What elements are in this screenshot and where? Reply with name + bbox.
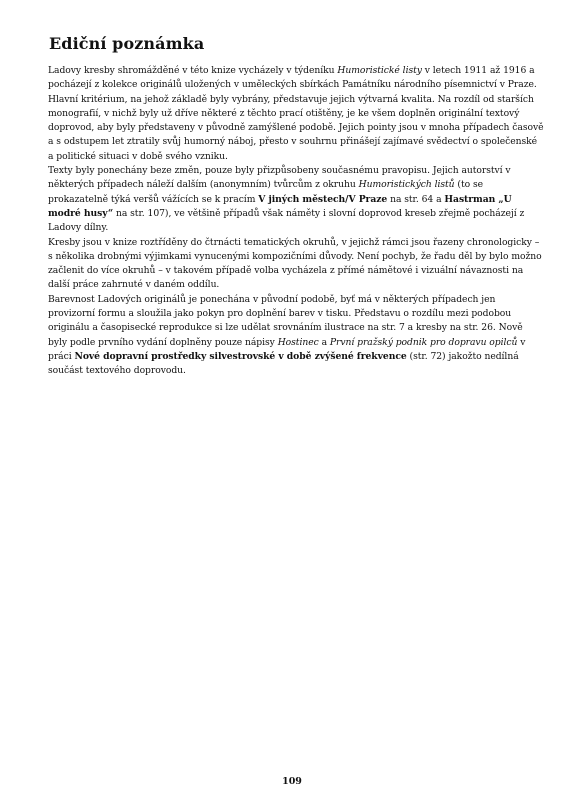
text-run: v práci <box>48 336 526 362</box>
text-run: Ladovy kresby shromážděné v této knize vycházely v týdeníku <box>48 65 338 76</box>
text-run: v letech 1911 až 1916 a pocházejí z kolekce originálů uložených v uměleckých sbírkách Památníku národního písemnictví v Praze. Hlavní kritérium, na jehož základě byly vybrány, představuje jejich výtvarná kvalita. Na rozdíl od starších monografií, v nichž byly už dříve některé z těchto prací otištěny, je ke všem doplněn originální textový doprovod, aby byly představeny v původně zamýšlené podobě. Jejich pointy jsou v mnoha případech časově a s odstupem let ztratily svůj humorný náboj, přesto v souhrnu přinášejí zajímavé svědectví o společenské a politické situaci v době svého vzniku. <box>48 65 544 162</box>
paragraph-2 <box>48 164 544 235</box>
page-heading: Ediční poznámka <box>49 34 205 53</box>
text-run: (to se prokazatelně týká veršů vážících se k pracím <box>48 179 483 205</box>
text-run: a <box>318 336 330 348</box>
italic-title: Hostinec <box>277 336 319 348</box>
text-run: na str. 107), ve většině případů však náměty i slovní doprovod kreseb zřejmě pocházejí z Ladovy dílny. <box>48 207 525 234</box>
text-run: Barevnost Ladových originálů je ponechána v původní podobě, byť má v některých případech jen provizorní formu a sloužila jako pokyn pro doplnění barev v tisku. Představu o rozdílu mezi podobou originálu a časopisecké reprodukce si lze udělat srovnáním ilustrace na str. 7 a kresby na str. 26. Nově byly podle prvního vydání doplněny pouze nápisy <box>48 293 523 348</box>
text-run: na str. 64 a <box>387 193 445 205</box>
page-number: 109 <box>282 776 302 787</box>
italic-title: Humoristické listy <box>337 65 422 76</box>
paragraph-3 <box>48 236 544 293</box>
paragraph-1 <box>48 64 544 164</box>
italic-title: Humoristických listů <box>358 179 455 191</box>
italic-title: První pražský podnik pro dopravu opilců <box>329 336 518 348</box>
bold-emphasis: Nové dopravní prostředky silvestrovské v době zvýšené frekvence <box>74 350 407 362</box>
text-run: Kresby jsou v knize roztříděny do čtrnácti tematických okruhů, v jejichž rámci jsou řazeny chronologicky – s několika drobnými výjimkami vynucenými kompozičními důvody. Není pochyb, že řadu děl by bylo možno začlenit do více okruhů – v takovém případě volba vycházela z přímé námětové i vizuální návaznosti na další práce zahrnuté v daném oddílu. <box>48 236 542 291</box>
text-run: (str. 72) jakožto nedílná součást textového doprovodu. <box>48 350 519 377</box>
bold-emphasis: V jiných městech/V Praze <box>258 193 388 205</box>
bold-emphasis: Hastrman „U modré husy“ <box>48 193 512 219</box>
paragraph-4 <box>48 293 544 379</box>
text-run: Texty byly ponechány beze změn, pouze byly přizpůsobeny současnému pravopisu. Jejich autorství v některých případech náleží dalším (anonymním) tvůrcům z okruhu <box>48 165 511 191</box>
body-text <box>48 64 544 379</box>
